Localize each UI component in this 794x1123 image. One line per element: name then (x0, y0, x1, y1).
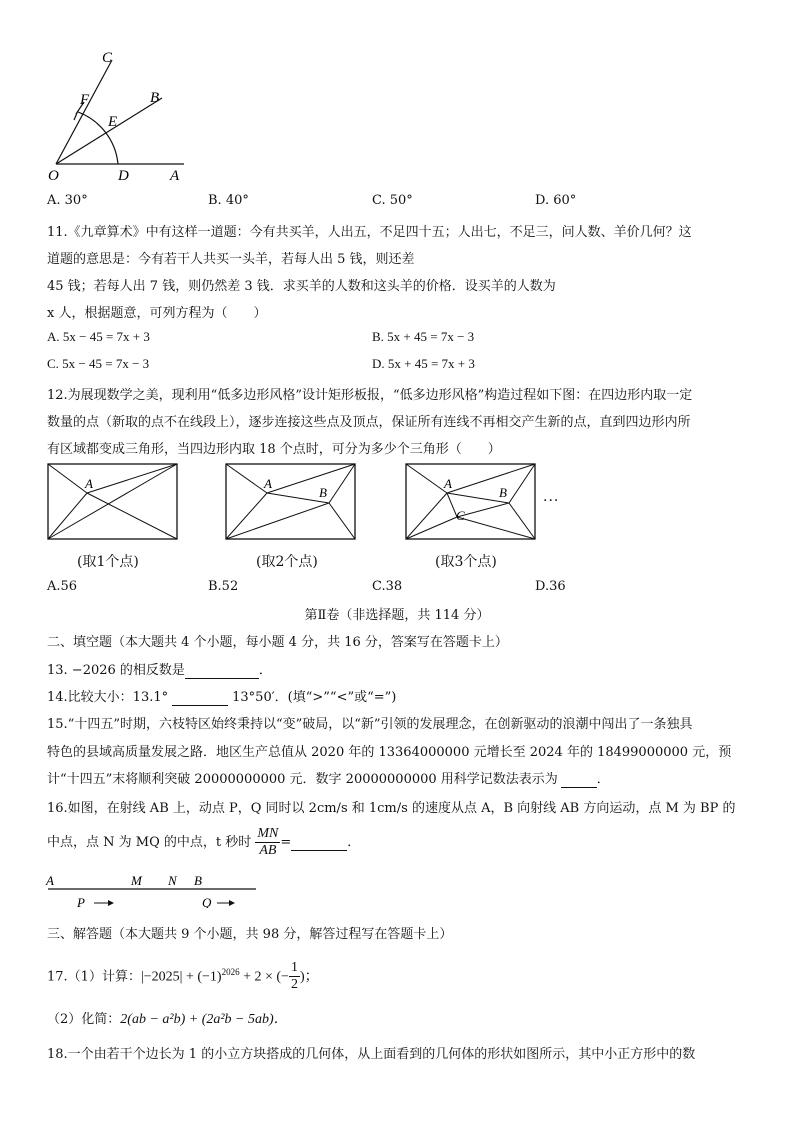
q16-text: 中点，点 N 为 MQ 的中点，t 秒时 (47, 835, 252, 850)
ray-label-P: P (77, 895, 85, 908)
q12-option-d: D.36 (535, 579, 566, 594)
q11-line-1: 11.《九章算术》中有这样一道题：今有共买羊，人出五，不足四十五；人出七，不足三，问人数、羊价几何？这 (47, 225, 692, 240)
q13-line (47, 659, 272, 679)
q17-prefix-2: （2）化简： (47, 1012, 121, 1027)
q10-option-c: C. 50° (372, 193, 413, 208)
q12-line-1: 12.为展现数学之美，现利用“低多边形风格”设计矩形板报，“低多边形风格”构造过程如下图：在四边形内取一定 (47, 388, 693, 403)
point-label-b: B (319, 485, 327, 500)
point-label-a: A (85, 476, 93, 491)
q17-expr-a: |−2025| + (−1) (140, 969, 222, 985)
q17-expr-2: 2(ab − a²b) + (2a²b − 5ab)． (120, 1012, 288, 1027)
q12-option-a: A.56 (47, 579, 78, 594)
q15-line-1: 15.“十四五”时期，六枝特区始终秉持以“变”破局，以“新”引领的发展理念，在创新驱动的浪潮中闯出了一条独具 (47, 717, 693, 732)
part2-title: 第Ⅱ卷（非选择题，共 114 分） (304, 608, 490, 623)
q10-option-d: D. 60° (535, 193, 577, 208)
caption-3: (取3个点) (435, 554, 497, 570)
label-D: D (118, 168, 129, 184)
q11-option-c: C. 5x − 45 = 7x − 3 (47, 356, 150, 371)
section-2-heading: 二、填空题（本大题共 4 个小题，每小题 4 分，共 16 分，答案写在答题卡上） (47, 635, 508, 650)
label-E: E (108, 114, 118, 130)
q17-exponent: 2026 (221, 967, 240, 977)
q13-answer-blank (185, 663, 259, 679)
q12-option-c: C.38 (372, 579, 403, 594)
q16-line-1: 16.如图，在射线 AB 上，动点 P，Q 同时以 2cm/s 和 1cm/s 的速度从点 A，B 向射线 AB 方向运动，点 M 为 BP 的 (47, 801, 736, 816)
q17-part2 (47, 1008, 288, 1028)
q18-line-1: 18.一个由若干个边长为 1 的小立方块搭成的几何体，从上面看到的几何体的形状如图所示，其中小正方形中的数 (47, 1047, 696, 1062)
q17-expr-b: + 2 × (− (239, 969, 289, 985)
q14-line (47, 686, 396, 706)
q15-line-2: 特色的县域高质量发展之路．地区生产总值从 2020 年的 13364000000 元增长至 2024 年的 18499000000 元，预 (47, 745, 732, 760)
q15-text: 计“十四五”末将顺利突破 20000000000 元．数字 20000000000 用科学记数法表示为 (47, 772, 558, 787)
q17-prefix-1: 17.（1）计算： (47, 969, 141, 985)
q12-line-2: 数量的点（新取的点不在线段上），逐步连接这些点及顶点，保证所有连线不再相交产生新的点，直到四边形内所 (47, 415, 691, 430)
caption-2: (取2个点) (256, 554, 318, 570)
q17-expr-c: )； (299, 969, 319, 985)
q10-option-b: B. 40° (208, 193, 249, 208)
q15-answer-blank (561, 772, 597, 788)
q17-part1 (47, 956, 319, 993)
point-label-c: C (456, 508, 465, 523)
point-label-b: B (499, 485, 507, 500)
ray-label-M: M (131, 873, 142, 888)
q13-end: ． (258, 663, 272, 678)
rect-figure-1 (47, 463, 179, 541)
q11-line-2: 道题的意思是：今有若干人共买一头羊，若每人出 5 钱，则还差 (47, 252, 415, 267)
q16-equals: = (280, 835, 292, 850)
q16-fraction (255, 826, 280, 859)
q12-line-3: 有区域都变成三角形，当四边形内取 18 个点时，可分为多少个三角形（ ） (47, 442, 501, 457)
q10-option-a: A. 30° (47, 193, 88, 208)
label-O: O (48, 168, 59, 184)
ellipsis: ··· (543, 493, 560, 509)
q16-end: ． (347, 835, 361, 850)
q14-text: 14.比较大小：13.1° (47, 690, 169, 705)
q12-option-b: B.52 (208, 579, 239, 594)
q15-end: ． (596, 772, 610, 787)
angle-figure (44, 46, 194, 184)
q17-half (289, 960, 300, 993)
ray-label-B: B (194, 873, 202, 888)
label-C: C (102, 50, 113, 66)
rect-figure-2 (225, 463, 357, 541)
q13-text: 13. −2026 的相反数是 (47, 663, 185, 678)
section-3-heading: 三、解答题（本大题共 9 个小题，共 98 分，解答过程写在答题卡上） (47, 927, 453, 942)
point-label-a: A (264, 476, 272, 491)
ray-figure (44, 872, 260, 908)
ray-label-A: A (46, 873, 54, 888)
caption-1: (取1个点) (77, 554, 139, 570)
point-label-a: A (444, 476, 452, 491)
half-num: 1 (290, 960, 298, 976)
q14-answer-blank (172, 690, 228, 706)
half-den: 2 (290, 977, 298, 993)
label-F: F (80, 92, 90, 108)
q15-line-3 (47, 768, 610, 788)
frac-num: MN (257, 826, 279, 841)
ray-label-Q: Q (202, 895, 212, 908)
ray-label-N: N (168, 873, 177, 888)
q11-line-4: x 人，根据题意，可列方程为（ ） (47, 306, 267, 321)
label-B: B (150, 90, 160, 106)
rect-figure-3 (405, 463, 537, 541)
q11-line-3: 45 钱；若每人出 7 钱，则仍然差 3 钱．求买羊的人数和这头羊的价格．设买羊的人数为 (47, 279, 556, 294)
label-A: A (170, 168, 180, 184)
q11-option-d: D. 5x + 45 = 7x + 3 (372, 356, 475, 371)
q16-line-2 (47, 826, 360, 859)
frac-den: AB (259, 843, 277, 858)
q16-answer-blank (291, 835, 347, 851)
q11-option-b: B. 5x + 45 = 7x − 3 (372, 329, 475, 344)
q11-option-a: A. 5x − 45 = 7x + 3 (47, 329, 150, 344)
q14-mid: 13°50′．(填“>”“<”或“=”) (232, 690, 397, 705)
